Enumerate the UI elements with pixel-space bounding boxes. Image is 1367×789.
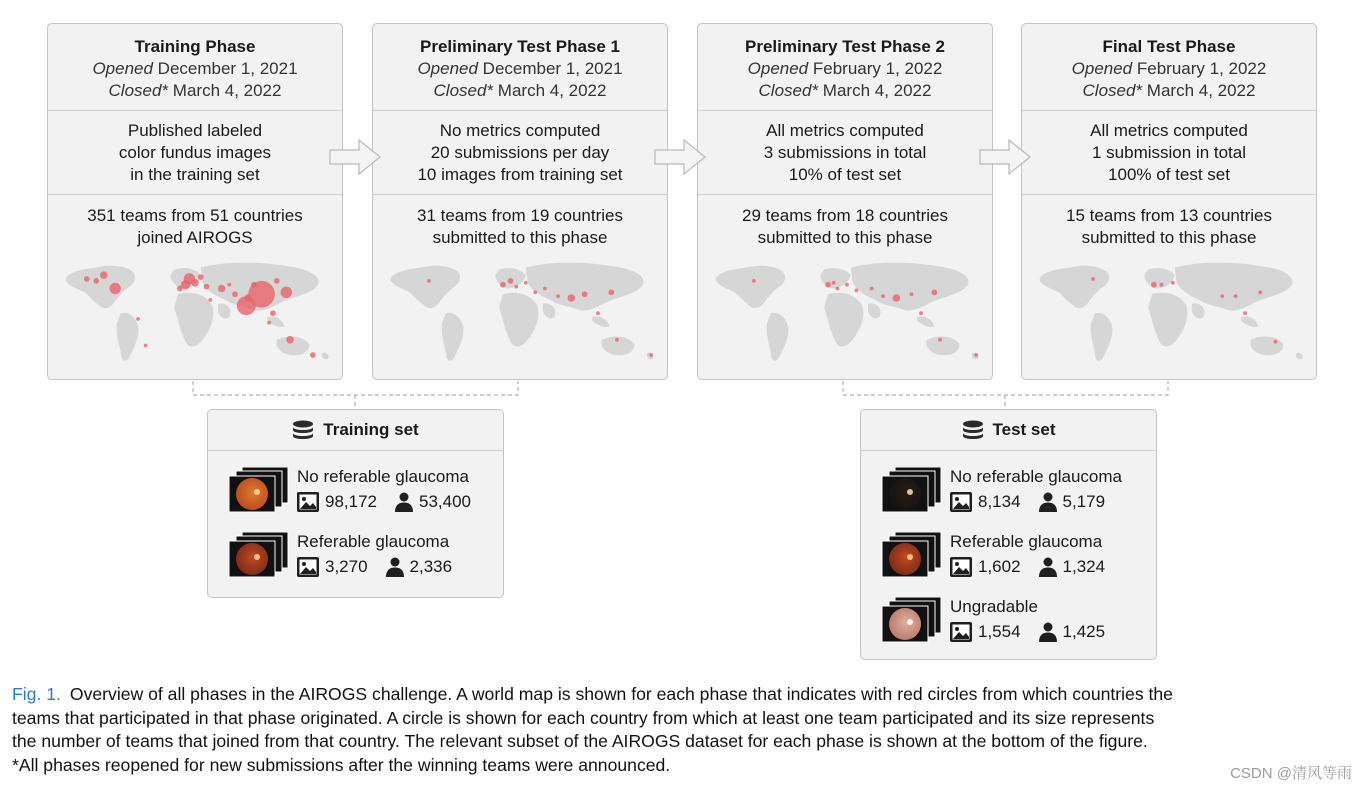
patient-count (1039, 556, 1106, 578)
dataset-row-stats (950, 491, 1105, 513)
image-count (297, 556, 368, 578)
fundus-thumbnail-icon (881, 467, 943, 513)
description-line: 20 submissions per day (430, 143, 610, 162)
closed-label: Closed* (433, 81, 494, 100)
opened-date-value: December 1, 2021 (157, 59, 298, 78)
dataset-row-stats (297, 556, 452, 578)
opened-date-value: December 1, 2021 (482, 59, 623, 78)
database-icon (962, 420, 984, 440)
fundus-thumbnail-icon (881, 597, 943, 643)
closed-label: Closed* (108, 81, 169, 100)
fundus-thumbnail-icon (228, 532, 290, 578)
dataset-header (861, 410, 1156, 451)
dataset-title: Training set (323, 420, 419, 439)
image-icon (950, 492, 972, 512)
image-count (950, 621, 1021, 643)
patient-count (386, 556, 453, 578)
teams-line: submitted to this phase (1081, 228, 1257, 247)
caption-line: teams that participated in that phase originated. A circle is shown for each country from which at least one team participated and its size represents (12, 707, 1155, 728)
teams-line: 351 teams from 51 countries (87, 206, 303, 225)
description-line: 10 images from training set (417, 165, 623, 184)
description-line: 3 submissions in total (763, 143, 927, 162)
description-line: 10% of test set (788, 165, 902, 184)
caption-line: the number of teams that joined from that country. The relevant subset of the AIROGS dataset for each phase is shown at the bottom of the figure. (12, 731, 1148, 751)
figure-label: Fig. 1. (12, 684, 61, 704)
description-line: in the training set (130, 165, 260, 184)
fundus-thumbnail-icon (881, 532, 943, 578)
closed-date-value: March 4, 2022 (497, 81, 607, 100)
phase-title: Training Phase (134, 37, 256, 56)
dataset-row-label: Referable glaucoma (950, 532, 1103, 551)
image-count-value: 1,602 (978, 557, 1021, 576)
description-line: No metrics computed (439, 121, 601, 140)
image-count (297, 491, 377, 513)
opened-date-value: February 1, 2022 (812, 59, 943, 78)
figure-caption (12, 683, 1357, 777)
dataset-row-stats (950, 621, 1105, 643)
description-line: 1 submission in total (1091, 143, 1247, 162)
person-icon (1039, 492, 1057, 512)
dataset-row (861, 467, 1156, 529)
image-icon (950, 557, 972, 577)
image-count-value: 1,554 (978, 622, 1021, 641)
patient-count (1039, 491, 1106, 513)
fundus-thumbnail (881, 597, 943, 643)
closed-label: Closed* (1082, 81, 1143, 100)
patient-count-value: 2,336 (409, 557, 453, 576)
person-icon (1039, 557, 1057, 577)
person-icon (1039, 622, 1057, 642)
dataset-header (208, 410, 503, 451)
patient-count (1039, 621, 1106, 643)
image-icon (297, 492, 319, 512)
fundus-thumbnail (881, 532, 943, 578)
opened-label: Opened (1071, 59, 1133, 78)
teams-line: submitted to this phase (757, 228, 933, 247)
dataset-row-stats (950, 556, 1105, 578)
opened-date-value: February 1, 2022 (1136, 59, 1267, 78)
description-line: 100% of test set (1108, 165, 1230, 184)
phase-title: Final Test Phase (1102, 37, 1236, 56)
description-line: All metrics computed (1090, 121, 1248, 140)
dataset-row (208, 467, 503, 529)
watermark: CSDN @清风等雨 (1230, 765, 1352, 782)
description-line: Published labeled (127, 121, 263, 140)
image-icon (950, 622, 972, 642)
image-icon (297, 557, 319, 577)
opened-label: Opened (92, 59, 153, 78)
caption-line: Overview of all phases in the AIROGS challenge. A world map is shown for each phase that indicates with red circles from which countries the (69, 684, 1173, 704)
fundus-thumbnail (881, 467, 943, 513)
image-count-value: 98,172 (325, 492, 377, 511)
closed-label: Closed* (758, 81, 819, 100)
dataset-card (860, 409, 1157, 660)
image-count (950, 556, 1021, 578)
caption-line: *All phases reopened for new submissions after the winning teams were announced. (12, 754, 671, 775)
database-icon (292, 420, 314, 440)
dataset-row-label: No referable glaucoma (297, 467, 469, 486)
dataset-title: Test set (992, 420, 1056, 439)
teams-line: 31 teams from 19 countries (417, 206, 623, 225)
patient-count-value: 5,179 (1062, 492, 1106, 511)
teams-line: submitted to this phase (432, 228, 608, 247)
teams-line: joined AIROGS (137, 228, 253, 247)
dataset-row (861, 597, 1156, 659)
dataset-card (207, 409, 504, 598)
fundus-thumbnail (228, 532, 290, 578)
description-line: color fundus images (118, 143, 272, 162)
dataset-row (208, 532, 503, 594)
patient-count-value: 53,400 (419, 492, 471, 511)
fundus-thumbnail (228, 467, 290, 513)
person-icon (395, 492, 413, 512)
image-count-value: 3,270 (325, 557, 368, 576)
dataset-row-stats (297, 491, 471, 513)
teams-line: 15 teams from 13 countries (1066, 206, 1272, 225)
teams-line: 29 teams from 18 countries (742, 206, 948, 225)
phase-title: Preliminary Test Phase 2 (744, 37, 945, 56)
phase-title: Preliminary Test Phase 1 (419, 37, 620, 56)
patient-count-value: 1,425 (1062, 622, 1106, 641)
closed-date-value: March 4, 2022 (172, 81, 282, 100)
dataset-row (861, 532, 1156, 594)
closed-date-value: March 4, 2022 (1146, 81, 1256, 100)
fundus-thumbnail-icon (228, 467, 290, 513)
closed-date-value: March 4, 2022 (822, 81, 932, 100)
patient-count-value: 1,324 (1062, 557, 1106, 576)
opened-label: Opened (747, 59, 809, 78)
person-icon (386, 557, 404, 577)
dataset-row-label: No referable glaucoma (950, 467, 1122, 486)
dataset-row-label: Ungradable (950, 597, 1038, 616)
image-count-value: 8,134 (978, 492, 1021, 511)
patient-count (395, 491, 471, 513)
opened-label: Opened (417, 59, 478, 78)
image-count (950, 491, 1021, 513)
dataset-row-label: Referable glaucoma (297, 532, 450, 551)
description-line: All metrics computed (766, 121, 924, 140)
